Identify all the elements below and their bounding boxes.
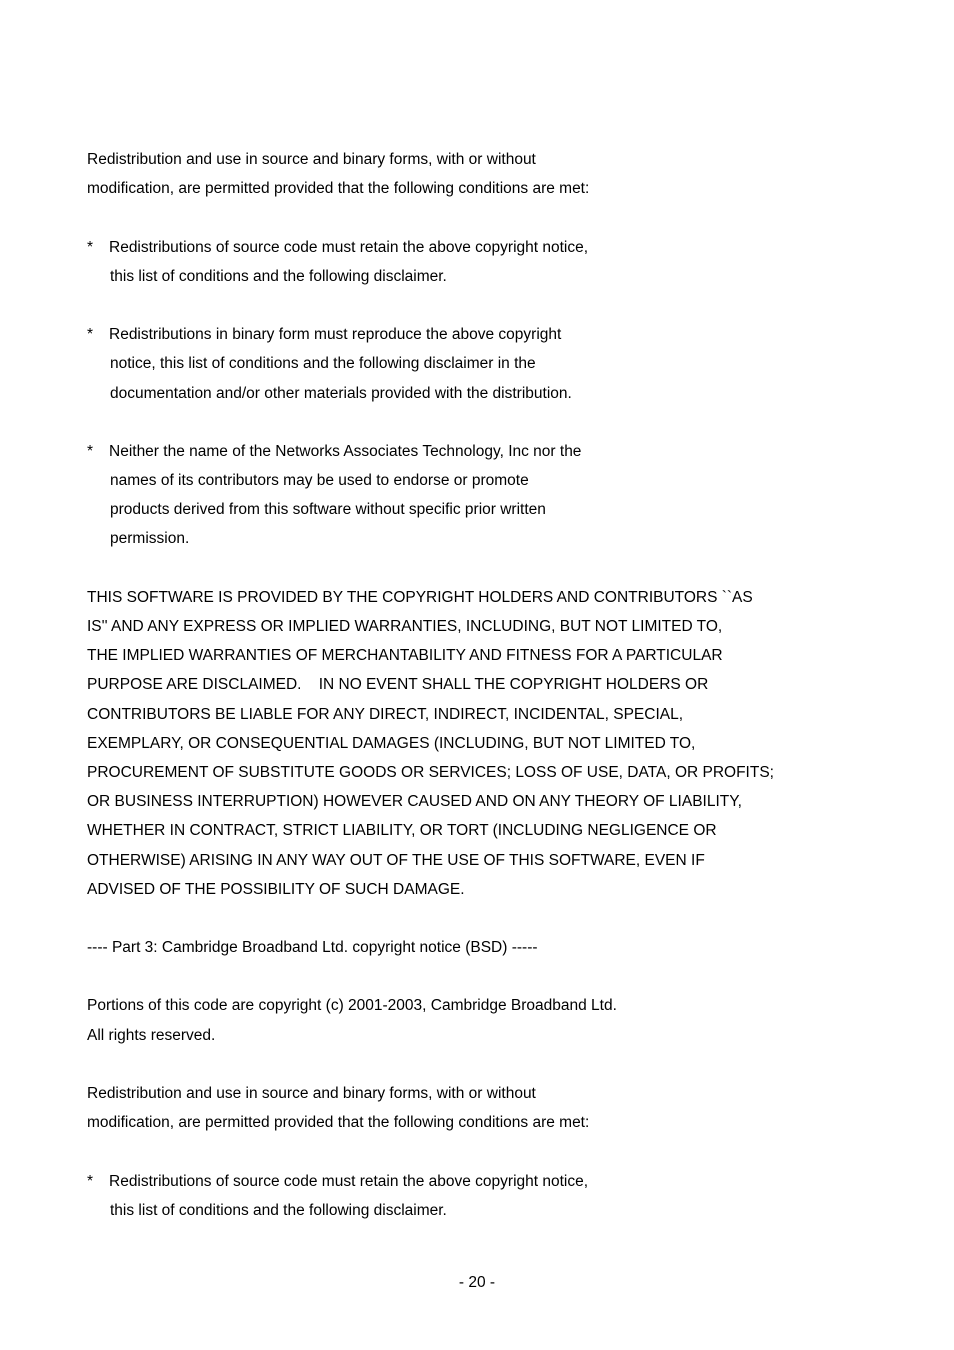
- bullet-marker: *: [87, 238, 94, 256]
- text-line: IS'' AND ANY EXPRESS OR IMPLIED WARRANTIES, INCLUDING, BUT NOT LIMITED TO,: [87, 618, 723, 635]
- bullet-text: Redistributions of source code must retain the above copyright notice,: [109, 1172, 589, 1190]
- bullet-text: Redistributions of source code must retain the above copyright notice,: [109, 238, 589, 256]
- bullet-continuation-line: this list of conditions and the following disclaimer.: [110, 1201, 447, 1219]
- paragraph-gap: [87, 554, 847, 583]
- text-line: ---- Part 3: Cambridge Broadband Ltd. copyright notice (BSD) -----: [87, 939, 538, 957]
- text-line: WHETHER IN CONTRACT, STRICT LIABILITY, OR TORT (INCLUDING NEGLIGENCE OR: [87, 822, 717, 840]
- bullet-item: [87, 437, 847, 554]
- paragraph-gap: [87, 1050, 847, 1079]
- bullet-text: Redistributions in binary form must reproduce the above copyright: [109, 326, 562, 344]
- text-line: PROCUREMENT OF SUBSTITUTE GOODS OR SERVICES; LOSS OF USE, DATA, OR PROFITS;: [87, 763, 774, 781]
- page-number: - 20 -: [458, 1274, 496, 1291]
- text-line: THE IMPLIED WARRANTIES OF MERCHANTABILITY AND FITNESS FOR A PARTICULAR: [87, 647, 723, 665]
- bullet-continuation-line: names of its contributors may be used to endorse or promote: [110, 472, 529, 490]
- bullet-continuation-line: permission.: [110, 530, 190, 548]
- bullet-marker: *: [87, 442, 94, 460]
- bullet-marker: *: [87, 326, 94, 344]
- paragraph-gap: [87, 291, 847, 320]
- bullet-item: [87, 233, 847, 291]
- text-line: Portions of this code are copyright (c) 2001-2003, Cambridge Broadband Ltd.: [87, 997, 617, 1015]
- text-line: OR BUSINESS INTERRUPTION) HOWEVER CAUSED AND ON ANY THEORY OF LIABILITY,: [87, 793, 742, 811]
- text-line: All rights reserved.: [87, 1026, 216, 1044]
- bullet-first-line: [87, 1167, 847, 1196]
- bullet-first-line: [87, 437, 847, 466]
- bullet-item: [87, 320, 847, 408]
- paragraph: [87, 1079, 847, 1137]
- text-line: OTHERWISE) ARISING IN ANY WAY OUT OF THE USE OF THIS SOFTWARE, EVEN IF: [87, 851, 705, 869]
- paragraph-gap: [87, 904, 847, 933]
- text-line: modification, are permitted provided that the following conditions are met:: [87, 1114, 590, 1132]
- text-line: modification, are permitted provided that the following conditions are met:: [87, 180, 590, 198]
- paragraph-gap: [87, 1137, 847, 1166]
- text-line: PURPOSE ARE DISCLAIMED. IN NO EVENT SHALL THE COPYRIGHT HOLDERS OR: [87, 676, 709, 694]
- bullet-continuation-line: documentation and/or other materials provided with the distribution.: [110, 384, 572, 402]
- bullet-marker: *: [87, 1172, 94, 1190]
- text-line: THIS SOFTWARE IS PROVIDED BY THE COPYRIGHT HOLDERS AND CONTRIBUTORS ``AS: [87, 588, 753, 606]
- bullet-item: [87, 1167, 847, 1225]
- paragraph-gap: [87, 203, 847, 232]
- text-line: CONTRIBUTORS BE LIABLE FOR ANY DIRECT, INDIRECT, INCIDENTAL, SPECIAL,: [87, 705, 684, 723]
- text-line: ADVISED OF THE POSSIBILITY OF SUCH DAMAGE.: [87, 880, 465, 898]
- paragraph-gap: [87, 962, 847, 991]
- paragraph: [87, 583, 847, 904]
- bullet-first-line: [87, 320, 847, 349]
- paragraph: [87, 145, 847, 203]
- bullet-first-line: [87, 233, 847, 262]
- text-line: Redistribution and use in source and binary forms, with or without: [87, 151, 536, 168]
- paragraph: [87, 991, 847, 1049]
- document-body: [87, 145, 847, 1225]
- text-line: EXEMPLARY, OR CONSEQUENTIAL DAMAGES (INCLUDING, BUT NOT LIMITED TO,: [87, 734, 696, 752]
- bullet-continuation-line: notice, this list of conditions and the following disclaimer in the: [110, 355, 536, 373]
- bullet-continuation-line: this list of conditions and the following disclaimer.: [110, 267, 447, 285]
- bullet-text: Neither the name of the Networks Associates Technology, Inc nor the: [109, 442, 582, 460]
- text-line: Redistribution and use in source and binary forms, with or without: [87, 1085, 536, 1102]
- paragraph-gap: [87, 408, 847, 437]
- paragraph: [87, 933, 847, 962]
- bullet-continuation-line: products derived from this software without specific prior written: [110, 501, 546, 519]
